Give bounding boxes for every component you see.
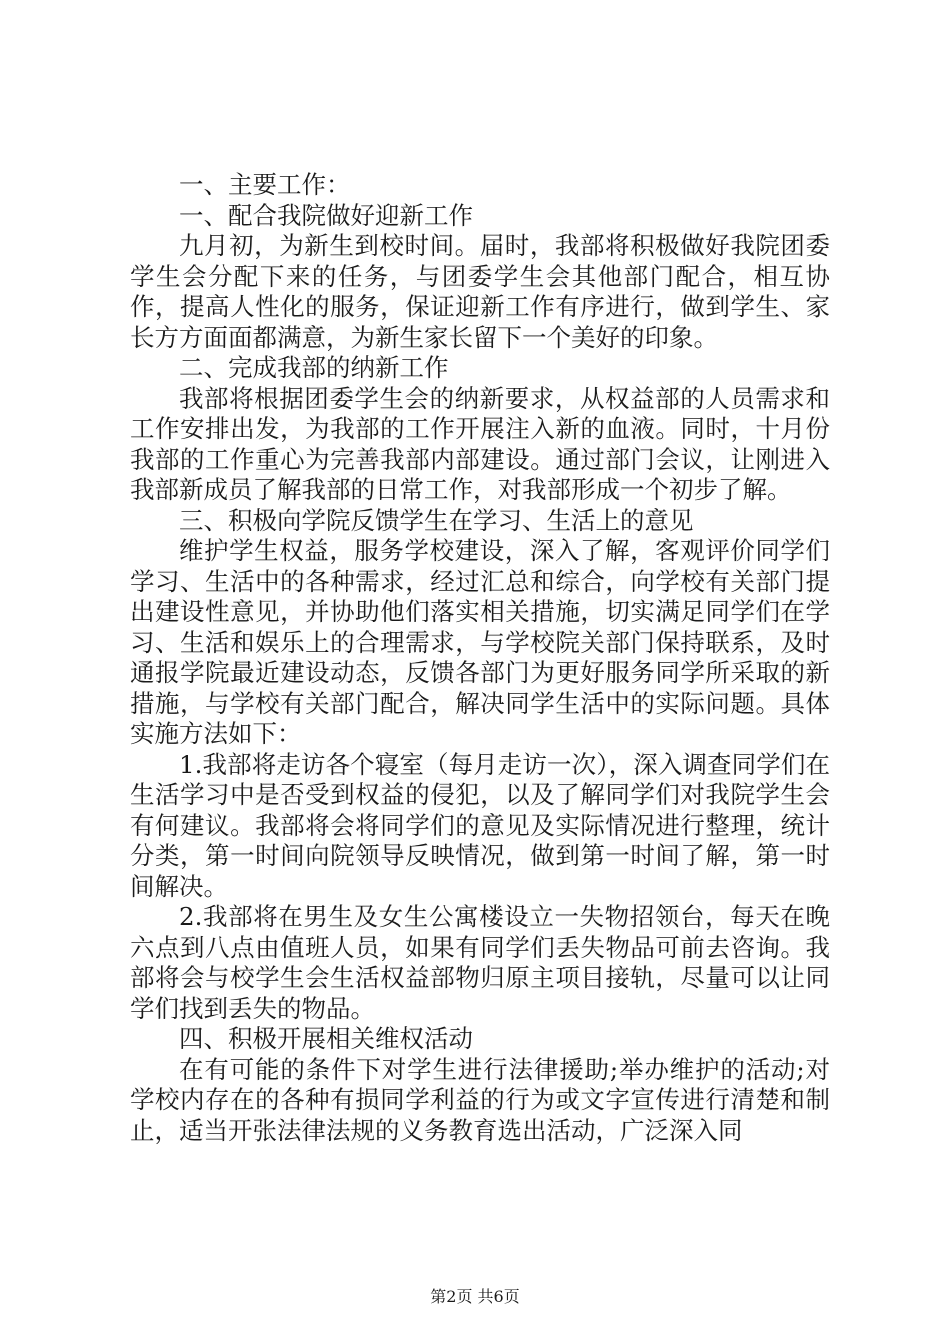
section-heading: 二、完成我部的纳新工作: [179, 353, 449, 382]
section-heading: 一、主要工作：: [179, 170, 351, 199]
paragraph: 我部将根据团委学生会的纳新要求，从权益部的人员需求和工作安排出发，为我部的工作开展注入新的血液。同时，十月份我部的工作重心为完善我部内部建设。通过部门会议，让刚进入我部新成员了解我部的日常工作，对我部形成一个初步了解。: [130, 383, 830, 504]
paragraph: 1.我部将走访各个寝室（每月走访一次），深入调查同学们在生活学习中是否受到权益的侵犯，以及了解同学们对我院学生会有何建议。我部将会将同学们的意见及实际情况进行整理，统计分类，第一时间向院领导反映情况，做到第一时间了解，第一时间解决。: [130, 749, 830, 901]
section-heading: 一、配合我院做好迎新工作: [179, 200, 473, 230]
section-heading: 四、积极开展相关维权活动: [179, 1024, 473, 1053]
page-number-footer: 第2页 共6页: [430, 1287, 520, 1306]
paragraph: 在有可能的条件下对学生进行法律援助;举办维护的活动;对学校内存在的各种有损同学利益的行为或文字宣传进行清楚和制止，适当开张法律法规的义务教育选出活动，广泛深入同: [130, 1054, 830, 1145]
paragraph: 维护学生权益，服务学校建设，深入了解，客观评价同学们学习、生活中的各种需求，经过汇总和综合，向学校有关部门提出建设性意见，并协助他们落实相关措施，切实满足同学们在学习、生活和娱乐上的合理需求，与学校院关部门保持联系，及时通报学院最近建设动态，反馈各部门为更好服务同学所采取的新措施，与学校有关部门配合，解决同学生活中的实际问题。具体实施方法如下：: [130, 536, 830, 748]
paragraph: 2.我部将在男生及女生公寓楼设立一失物招领台，每天在晚六点到八点由值班人员，如果有同学们丢失物品可前去咨询。我部将会与校学生会生活权益部物归原主项目接轨，尽量可以让同学们找到丢失的物品。: [130, 902, 830, 1023]
document-body: [130, 170, 830, 1146]
paragraph: 九月初，为新生到校时间。届时，我部将积极做好我院团委学生会分配下来的任务，与团委学生会其他部门配合，相互协作，提高人性化的服务，保证迎新工作有序进行，做到学生、家长方方面面都满意，为新生家长留下一个美好的印象。: [130, 231, 830, 352]
section-heading: 三、积极向学院反馈学生在学习、生活上的意见: [179, 505, 694, 535]
